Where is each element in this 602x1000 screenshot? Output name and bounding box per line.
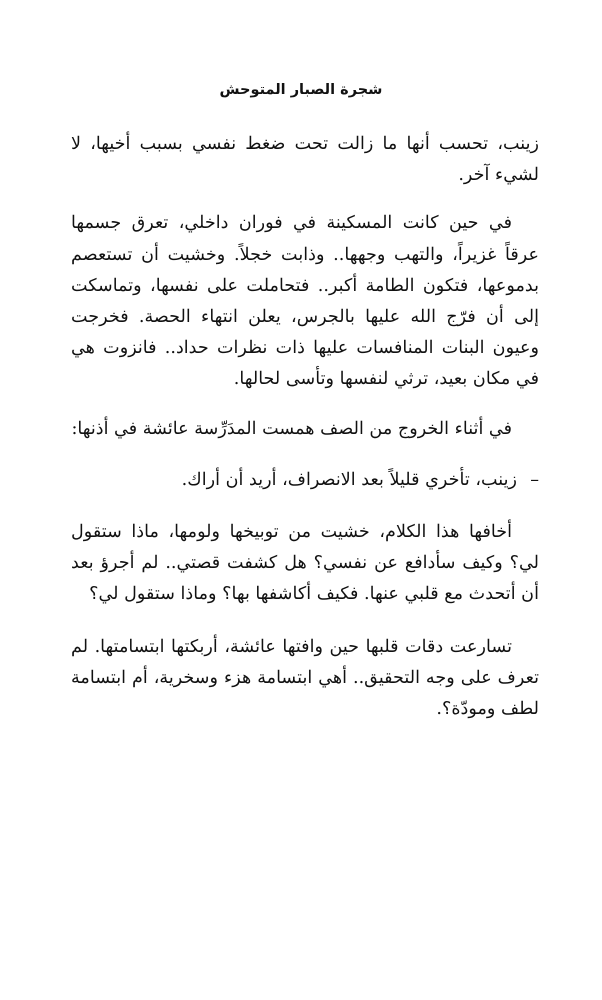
dialogue-line (71, 465, 539, 496)
paragraph: تسارعت دقات قلبها حين وافتها عائشة، أربكتها ابتسامتها. لم تعرف على وجه التحقيق.. أهي ابتسامة هزء وسخرية، أم ابتسامة لطف ومودّة؟. (71, 636, 539, 720)
paragraph: زينب، تحسب أنها ما زالت تحت ضغط نفسي بسبب أخيها، لا لشيء آخر. (71, 134, 539, 186)
paragraph: في أثناء الخروج من الصف همست المدَرِّسة عائشة في أذنها: (71, 418, 512, 439)
dialogue-dash: – (530, 469, 539, 490)
chapter-title: شجرة الصبار المتوحش (219, 82, 383, 98)
paragraph: في حين كانت المسكينة في فوران داخلي، تعرق جسمها عرقاً غزيراً، والتهب وجهها.. وذابت خجلاً. وخشيت أن تستعصم بدموعها، فتكون الطامة أكبر.. فتحاملت على نفسها، وتماسكت إلى أن فرّج الله عليها بالجرس، يعلن انتهاء الحصة. فخرجت وعيون البنات المنافسات عليها ذات نظرات حداد.. فانزوت هي في مكان بعيد، ترثي لنفسها وتأسى لحالها. (71, 213, 539, 390)
dialogue-text: زينب، تأخري قليلاً بعد الانصراف، أريد أن أراك. (181, 469, 517, 490)
page-body-text (71, 129, 539, 725)
paragraph: أخافها هذا الكلام، خشيت من توبيخها ولومها، ماذا ستقول لي؟ وكيف سأدافع عن نفسي؟ هل كشفت قصتي.. لم أجرؤ بعد أن أتحدث مع قلبي عنها. فكيف أكاشفها بها؟ وماذا ستقول لي؟ (71, 522, 539, 605)
